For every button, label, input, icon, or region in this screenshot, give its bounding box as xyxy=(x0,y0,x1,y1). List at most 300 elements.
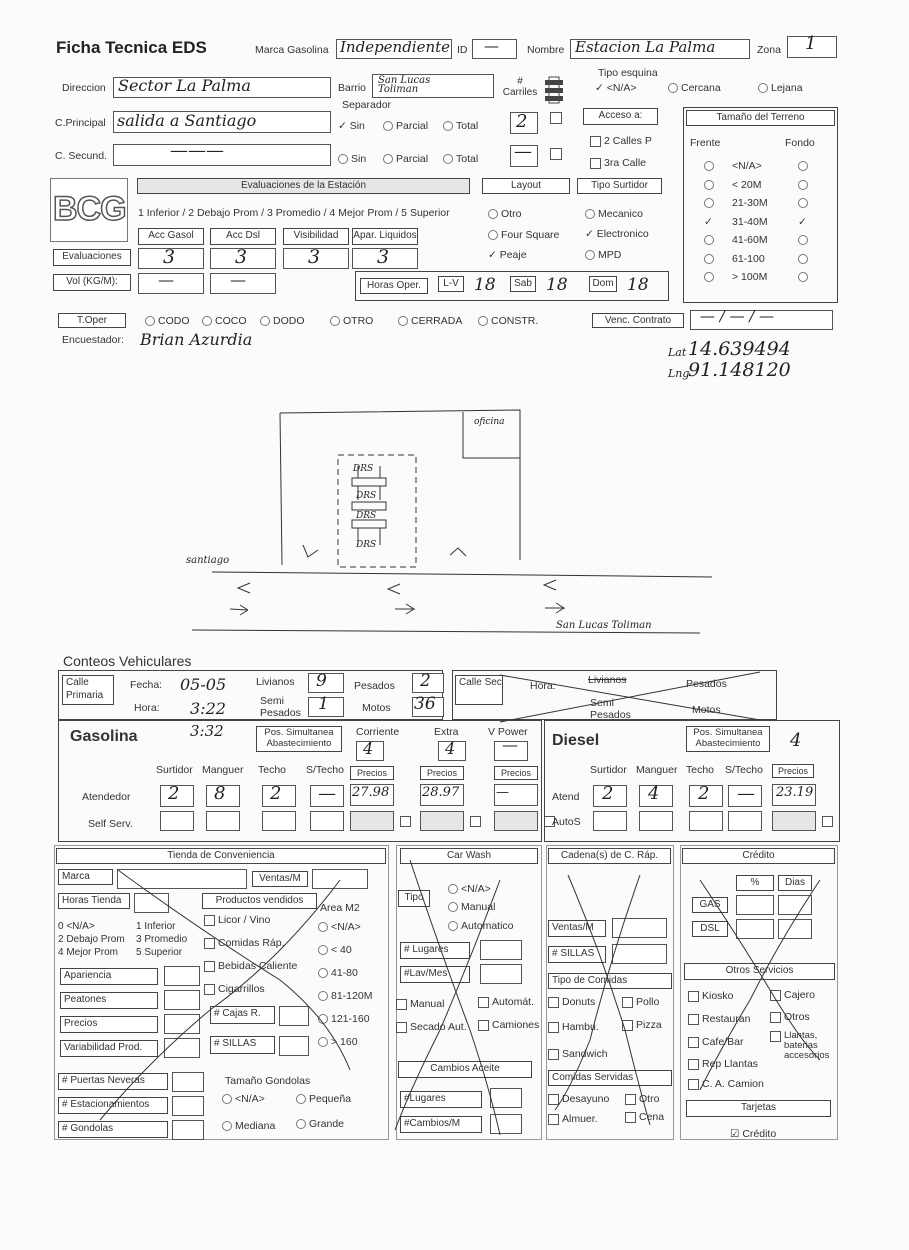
checkbox-icon xyxy=(622,997,633,1008)
horas-label: Horas Oper. xyxy=(360,278,428,294)
cambios-cambios-field[interactable] xyxy=(490,1114,522,1134)
radio-icon xyxy=(222,1094,232,1104)
cadena-item-3-text: Pizza xyxy=(636,1019,662,1031)
gas-self-field[interactable] xyxy=(310,811,344,831)
surtidor-mpd-text: MPD xyxy=(598,249,622,261)
layout-peaje-option[interactable]: ✓ Peaje xyxy=(488,249,527,261)
terreno-frente-radio[interactable] xyxy=(704,160,717,172)
terreno-frente-radio[interactable] xyxy=(704,234,717,246)
credito-dsl-pct[interactable] xyxy=(736,919,774,939)
tienda-row-label: Precios xyxy=(60,1016,158,1033)
carwash-camiones-check[interactable] xyxy=(478,1019,539,1031)
checkbox-icon xyxy=(548,997,559,1008)
cadena-item-1[interactable] xyxy=(622,996,659,1008)
carwash-automat-text: Automát. xyxy=(492,996,535,1008)
carwash-lugares-label: # Lugares xyxy=(400,942,470,959)
radio-icon xyxy=(448,921,458,931)
toper-option[interactable] xyxy=(260,315,305,327)
fecha-value: 05-05 xyxy=(180,675,227,694)
servicio-6[interactable] xyxy=(688,1058,758,1070)
gondola-peq-text: Pequeña xyxy=(309,1093,352,1105)
dsl-col-header: Manguer xyxy=(636,764,678,776)
tienda-scale-2: 2 Debajo Prom xyxy=(58,934,125,945)
terreno-fondo-radio[interactable] xyxy=(798,197,811,209)
terreno-fondo-radio[interactable] xyxy=(798,271,811,283)
tienda-product-check[interactable] xyxy=(204,937,285,949)
eval-row-label: Evaluaciones xyxy=(53,249,131,266)
gas-precios-header: Precios xyxy=(494,766,538,780)
self-label: Self Serv. xyxy=(88,818,133,830)
cadena-almuer-text: Almuer. xyxy=(562,1113,598,1125)
tienda-row-field[interactable] xyxy=(164,990,200,1010)
servicio-6-text: Rep Llantas xyxy=(702,1058,759,1070)
secund-label: C. Secund. xyxy=(55,150,107,162)
carriles-label: # Carriles xyxy=(502,76,538,98)
tienda-horas-field[interactable] xyxy=(134,893,169,913)
carriles-principal-check[interactable] xyxy=(550,112,562,124)
tienda-area-text: > 160 xyxy=(331,1036,358,1048)
lv-value: 18 xyxy=(474,275,496,295)
tienda-scale-1: 1 Inferior xyxy=(136,921,176,932)
tienda-scale-3: 3 Promedio xyxy=(136,934,188,945)
credito-pct-label: % xyxy=(736,875,774,891)
gas-self-price-field[interactable] xyxy=(494,811,538,831)
dsl-col-header: Precios xyxy=(772,764,814,778)
esq-lejana-option[interactable] xyxy=(758,82,803,94)
tienda-estac-field[interactable] xyxy=(172,1096,204,1116)
cadena-tipo-label: Tipo de Comidas xyxy=(548,973,672,989)
barrio-value: San Lucas Toliman xyxy=(378,75,431,95)
tienda-product-check[interactable] xyxy=(204,960,297,972)
terreno-fondo-radio[interactable]: ✓ xyxy=(798,215,807,228)
toper-option[interactable] xyxy=(398,315,462,327)
tienda-cajas-field[interactable] xyxy=(279,1006,309,1026)
checkbox-icon xyxy=(770,1012,781,1023)
cambios-lugares-field[interactable] xyxy=(490,1088,522,1108)
gas-self-price-field[interactable] xyxy=(420,811,464,831)
terreno-fondo-radio[interactable] xyxy=(798,160,811,172)
cadena-item-2[interactable] xyxy=(548,1021,599,1033)
radio-icon xyxy=(296,1094,306,1104)
sep2-parcial-option[interactable] xyxy=(383,153,428,165)
servicio-0-text: Kiosko xyxy=(702,990,734,1002)
livianos-label: Livianos xyxy=(256,676,295,688)
tienda-neveras-label: # Puertas Neveras xyxy=(58,1073,168,1090)
tienda-ventas-field[interactable] xyxy=(312,869,368,889)
sep-sin-option[interactable]: ✓ Sin xyxy=(338,120,365,132)
surtidor-mec-option[interactable] xyxy=(585,208,643,220)
terreno-size-label: > 100M xyxy=(732,271,768,283)
radio-icon xyxy=(145,316,155,326)
servicio-4[interactable] xyxy=(688,1036,743,1048)
checkbox-icon xyxy=(478,1020,489,1031)
tienda-area-radio[interactable] xyxy=(318,1036,358,1048)
id-value: — xyxy=(484,37,499,55)
surtidor-mec-text: Mecanico xyxy=(598,208,643,220)
radio-icon xyxy=(798,180,808,190)
sketch-drs-4: DRS xyxy=(356,540,377,550)
terreno-size-label: 31-40M xyxy=(732,215,768,228)
gas-price-value: — xyxy=(496,785,509,800)
layout-four-text: Four Square xyxy=(501,229,560,241)
gas-precios-header: Precios xyxy=(420,766,464,780)
sketch-drs-3: DRS xyxy=(356,511,377,521)
diesel-autos-label: AutoS xyxy=(552,816,581,828)
checkbox-icon xyxy=(396,1022,407,1033)
cadena-otro-text: Otro xyxy=(639,1093,660,1105)
credito-gas-dias[interactable] xyxy=(778,895,812,915)
cadena-title: Cadena(s) de C. Ráp. xyxy=(548,848,671,864)
checkbox-icon xyxy=(548,1114,559,1125)
eval-value: 3 xyxy=(163,246,176,268)
radio-icon xyxy=(443,121,453,131)
sketch-drs-1: DRS xyxy=(353,464,374,474)
tarjeta-credito-text: Crédito xyxy=(742,1128,777,1140)
gas-precios-header: Precios xyxy=(350,766,394,780)
barrio-label: Barrio xyxy=(338,82,367,94)
gas-col-header: Manguer xyxy=(202,764,244,776)
credito-gas-pct[interactable] xyxy=(736,895,774,915)
pesados-label: Pesados xyxy=(354,680,395,692)
dos-calles-text: 2 Calles P xyxy=(604,135,652,147)
terreno-size-label: 61-100 xyxy=(732,252,765,265)
dsl-autos-field[interactable] xyxy=(689,811,723,831)
tienda-product-text: Cigarrillos xyxy=(218,983,265,995)
toper-option[interactable] xyxy=(145,315,190,327)
gondola-peq-option[interactable] xyxy=(296,1093,351,1105)
gondola-med-option[interactable] xyxy=(222,1120,275,1132)
eval-value: 3 xyxy=(235,246,248,268)
tienda-area-radio[interactable] xyxy=(318,921,361,933)
carwash-tipo-label: Tipo xyxy=(398,890,430,907)
venc-label: Venc. Contrato xyxy=(592,313,684,328)
carwash-opt-0[interactable] xyxy=(448,883,491,895)
sep-sin-text: Sin xyxy=(349,120,365,132)
pesados-value: 2 xyxy=(420,671,431,691)
servicio-2-text: Restauran xyxy=(702,1013,751,1025)
esq-na-option[interactable]: ✓ <N/A> xyxy=(595,82,637,94)
eval-value: 3 xyxy=(308,246,321,268)
servicio-4-text: Cafe/Bar xyxy=(702,1036,744,1048)
tienda-product-check[interactable] xyxy=(204,914,270,926)
terreno-fondo-radio[interactable] xyxy=(798,179,811,191)
cadena-item-2-text: Hambu. xyxy=(562,1021,599,1033)
esq-na-text: <N/A> xyxy=(606,82,637,94)
checkbox-icon xyxy=(548,1022,559,1033)
tienda-scale-5: 5 Superior xyxy=(136,947,183,958)
tienda-area-radio[interactable] xyxy=(318,967,358,979)
surtidor-elec-text: Electronico xyxy=(596,228,649,240)
sketch-santiago: santiago xyxy=(186,555,230,566)
eval-value: 3 xyxy=(377,246,390,268)
layout-four-option[interactable] xyxy=(488,229,559,241)
corriente-value: 4 xyxy=(363,739,374,758)
checkbox-icon xyxy=(478,997,489,1008)
tienda-title: Tienda de Conveniencia xyxy=(56,848,386,864)
tienda-ventas-label: Ventas/M xyxy=(252,871,308,887)
carwash-manual-text: Manual xyxy=(410,998,445,1010)
cadena-item-0[interactable] xyxy=(548,996,595,1008)
gas-self-field[interactable] xyxy=(262,811,296,831)
checkbox-icon xyxy=(625,1112,636,1123)
tienda-area-text: 121-160 xyxy=(331,1013,370,1025)
tienda-area-radio[interactable] xyxy=(318,990,372,1002)
encuestador-value: Brian Azurdia xyxy=(140,330,253,349)
cadena-cena-check[interactable] xyxy=(625,1111,664,1123)
terreno-frente-radio[interactable] xyxy=(704,271,717,283)
carwash-opt-2[interactable] xyxy=(448,920,514,932)
cadena-ventas-field[interactable] xyxy=(612,918,667,938)
gondola-gra-text: Grande xyxy=(309,1118,345,1130)
cadena-item-3[interactable] xyxy=(622,1019,662,1031)
terreno-size-label: <N/A> xyxy=(732,160,762,172)
dsl-autos-field[interactable] xyxy=(728,811,762,831)
dsl-price-check[interactable] xyxy=(822,816,833,827)
surtidor-mpd-option[interactable] xyxy=(585,249,621,261)
tienda-row-field[interactable] xyxy=(164,1014,200,1034)
dom-label: Dom xyxy=(589,276,617,292)
gas-at-value: 2 xyxy=(270,783,282,804)
dsl-autos-field[interactable] xyxy=(593,811,627,831)
radio-icon xyxy=(798,272,808,282)
esq-cercana-text: Cercana xyxy=(681,82,721,94)
gas-self-price-field[interactable] xyxy=(350,811,394,831)
layout-otro-text: Otro xyxy=(501,208,522,220)
tienda-product-text: Licor / Vino xyxy=(218,914,271,926)
sep-total-option[interactable] xyxy=(443,120,478,132)
gas-price-check[interactable] xyxy=(470,816,481,827)
tam-gondolas-label: Tamaño Gondolas xyxy=(225,1075,311,1087)
terreno-frente-radio[interactable] xyxy=(704,253,717,265)
carwash-manual-check[interactable] xyxy=(396,998,444,1010)
cambios-lugares-label: #Lugares xyxy=(400,1091,482,1108)
checkbox-icon xyxy=(204,915,215,926)
carwash-opt-0-text: <N/A> xyxy=(461,883,491,895)
tienda-gondolas-field[interactable] xyxy=(172,1120,204,1140)
traffic-light-icon xyxy=(543,76,565,104)
tarjetas-title: Tarjetas xyxy=(686,1100,831,1117)
tienda-area-text: <N/A> xyxy=(331,921,361,933)
lng-value: 91.148120 xyxy=(688,359,791,381)
gas-col-header: S/Techo xyxy=(306,764,344,776)
tienda-sillas-field[interactable] xyxy=(279,1036,309,1056)
tienda-row-field[interactable] xyxy=(164,1038,200,1058)
credito-dsl-label: DSL xyxy=(692,921,728,937)
gas-col-header: Techo xyxy=(258,764,287,776)
toper-option-text: CERRADA xyxy=(411,315,463,327)
tienda-horas-label: Horas Tienda xyxy=(58,893,130,909)
terreno-frente-radio[interactable]: ✓ xyxy=(704,215,713,228)
layout-otro-option[interactable] xyxy=(488,208,521,220)
gasolina-title: Gasolina xyxy=(70,728,138,745)
surtidor-elec-option[interactable]: ✓ Electronico xyxy=(585,228,649,240)
tienda-scale-0: 0 <N/A> xyxy=(58,921,95,932)
cadena-desayuno-check[interactable] xyxy=(548,1093,609,1105)
diesel-atend-label: Atend xyxy=(552,791,580,803)
gondola-na-option[interactable] xyxy=(222,1093,265,1105)
brand-label: Marca Gasolina xyxy=(255,44,329,56)
sep2-sin-option[interactable] xyxy=(338,153,366,165)
checkbox-icon xyxy=(688,991,699,1002)
servicio-5-text: Llantas, baterias accesorios xyxy=(784,1030,830,1061)
tienda-marca-field[interactable] xyxy=(117,869,247,889)
tienda-row-label: Variabilidad Prod. xyxy=(60,1040,158,1057)
dsl-autos-price[interactable] xyxy=(772,811,816,831)
principal-label: C.Principal xyxy=(55,117,106,129)
terreno-title: Tamaño del Terreno xyxy=(686,110,835,126)
tienda-row-field[interactable] xyxy=(164,966,200,986)
fondo-label: Fondo xyxy=(785,137,815,149)
radio-icon xyxy=(318,945,328,955)
carwash-opt-1[interactable] xyxy=(448,901,495,913)
cadena-sillas-label: # SILLAS xyxy=(548,946,606,963)
corriente-label: Corriente xyxy=(356,726,400,738)
hora-value: 3:22 xyxy=(190,699,226,718)
tienda-neveras-field[interactable] xyxy=(172,1072,204,1092)
gas-price-value: 28.97 xyxy=(422,785,460,800)
sep2-sin-text: Sin xyxy=(351,153,367,165)
secund-value-dash: ——— xyxy=(170,140,224,161)
tienda-product-check[interactable] xyxy=(204,983,265,995)
radio-icon xyxy=(585,250,595,260)
esq-cercana-option[interactable] xyxy=(668,82,721,94)
carriles-secund-value: — xyxy=(514,141,532,162)
carwash-lugares-field[interactable] xyxy=(480,940,522,960)
tienda-area-radio[interactable] xyxy=(318,944,352,956)
cadena-almuer-check[interactable] xyxy=(548,1113,598,1125)
checkbox-icon xyxy=(688,1014,699,1025)
servicio-1[interactable] xyxy=(770,989,815,1001)
conteos-title: Conteos Vehiculares xyxy=(63,653,192,669)
principal-value: salida a Santiago xyxy=(117,111,257,130)
radio-icon xyxy=(318,968,328,978)
gas-at-value: — xyxy=(318,783,336,804)
terreno-fondo-radio[interactable] xyxy=(798,234,811,246)
toper-option[interactable] xyxy=(330,315,373,327)
checkbox-icon xyxy=(396,999,407,1010)
servicio-2[interactable] xyxy=(688,1013,750,1025)
credito-dias-label: Dias xyxy=(778,875,812,891)
carriles-principal-value: 2 xyxy=(516,111,528,132)
dos-calles-option[interactable] xyxy=(590,135,652,147)
terreno-frente-radio[interactable] xyxy=(704,197,717,209)
encuestador-label: Encuestador: xyxy=(62,334,124,346)
semi-value: 1 xyxy=(318,694,329,714)
cadena-sillas-field[interactable] xyxy=(612,944,667,964)
servicio-5[interactable] xyxy=(770,1031,840,1061)
tienda-area-radio[interactable] xyxy=(318,1013,370,1025)
servicio-3[interactable] xyxy=(770,1011,810,1023)
dom-value: 18 xyxy=(627,275,649,295)
gas-price-value: 27.98 xyxy=(352,785,390,800)
gas-self-field[interactable] xyxy=(206,811,240,831)
carwash-secado-text: Secado Aut. xyxy=(410,1021,467,1033)
gas-price-check[interactable] xyxy=(400,816,411,827)
sep2-total-option[interactable] xyxy=(443,153,478,165)
eval-scale: 1 Inferior / 2 Debajo Prom / 3 Promedio / 4 Mejor Prom / 5 Superior xyxy=(138,207,450,219)
acceso-label: Acceso a: xyxy=(583,108,658,125)
radio-icon xyxy=(383,121,393,131)
frente-label: Frente xyxy=(690,137,721,149)
gas-self-field[interactable] xyxy=(160,811,194,831)
toper-option[interactable] xyxy=(478,315,538,327)
tarjeta-credito-check[interactable]: ☑ Crédito xyxy=(730,1128,777,1140)
credito-dsl-dias[interactable] xyxy=(778,919,812,939)
checkbox-icon xyxy=(770,1031,781,1042)
cadena-item-4[interactable] xyxy=(548,1048,608,1060)
carwash-opt-1-text: Manual xyxy=(461,901,496,913)
gondola-gra-option[interactable] xyxy=(296,1118,344,1130)
toper-option-text: COCO xyxy=(215,315,247,327)
carwash-lavmes-field[interactable] xyxy=(480,964,522,984)
tienda-area-text: 41-80 xyxy=(331,967,358,979)
cadena-otro-check[interactable] xyxy=(625,1093,659,1105)
dsl-at-value: 4 xyxy=(648,783,660,804)
carwash-secado-check[interactable] xyxy=(396,1021,467,1033)
sec-semi-label: Semi Pesados xyxy=(590,697,631,721)
carwash-automat-check[interactable] xyxy=(478,996,534,1008)
toper-option[interactable] xyxy=(202,315,247,327)
eval-col-header: Acc Gasol xyxy=(138,228,204,245)
servicio-3-text: Otros xyxy=(784,1011,810,1023)
tercera-calle-option[interactable] xyxy=(590,157,646,169)
calle-sec-label: Calle Sec xyxy=(455,675,503,705)
radio-icon xyxy=(318,922,328,932)
semi-label: Semi Pesados xyxy=(260,695,301,719)
livianos-value: 9 xyxy=(316,671,327,691)
tercera-calle-text: 3ra Calle xyxy=(604,157,647,169)
servicio-0[interactable] xyxy=(688,990,734,1002)
gas-at-value: 2 xyxy=(168,783,180,804)
tienda-area-text: 81-120M xyxy=(331,990,373,1002)
checkbox-icon xyxy=(770,990,781,1001)
dsl-at-value: 2 xyxy=(698,783,710,804)
tienda-area-label: Area M2 xyxy=(320,902,360,914)
radio-icon xyxy=(338,154,348,164)
extra-label: Extra xyxy=(434,726,459,738)
dsl-autos-field[interactable] xyxy=(639,811,673,831)
sketch-drs-2: DRS xyxy=(356,491,377,501)
lat-label: Lat xyxy=(668,346,687,359)
form-title: Ficha Tecnica EDS xyxy=(56,38,207,57)
credito-gas-label: GAS xyxy=(692,897,728,913)
bcg-logo-text: BCG xyxy=(53,190,126,228)
venc-value: — / — / — xyxy=(700,307,775,325)
toper-option-text: DODO xyxy=(273,315,305,327)
radio-icon xyxy=(448,902,458,912)
sab-label: Sab xyxy=(510,276,536,292)
lng-label: Lng xyxy=(668,367,690,380)
diesel-pos-label: Pos. Simultanea Abastecimiento xyxy=(686,726,770,752)
tienda-scale-4: 4 Mejor Prom xyxy=(58,947,119,958)
extra-value: 4 xyxy=(445,739,456,758)
servicio-7[interactable] xyxy=(688,1078,764,1090)
terreno-frente-radio[interactable] xyxy=(704,179,717,191)
radio-icon xyxy=(704,272,714,282)
gas-col-header: Surtidor xyxy=(156,764,193,776)
radio-icon xyxy=(296,1119,306,1129)
checkbox-icon xyxy=(204,938,215,949)
sep-parcial-option[interactable] xyxy=(383,120,428,132)
sab-value: 18 xyxy=(546,275,568,295)
radio-icon xyxy=(330,316,340,326)
lv-label: L-V xyxy=(438,276,464,292)
carriles-secund-check[interactable] xyxy=(550,148,562,160)
checkbox-icon xyxy=(622,1020,633,1031)
radio-icon xyxy=(704,254,714,264)
terreno-fondo-radio[interactable] xyxy=(798,253,811,265)
terreno-size-label: 21-30M xyxy=(732,197,768,209)
